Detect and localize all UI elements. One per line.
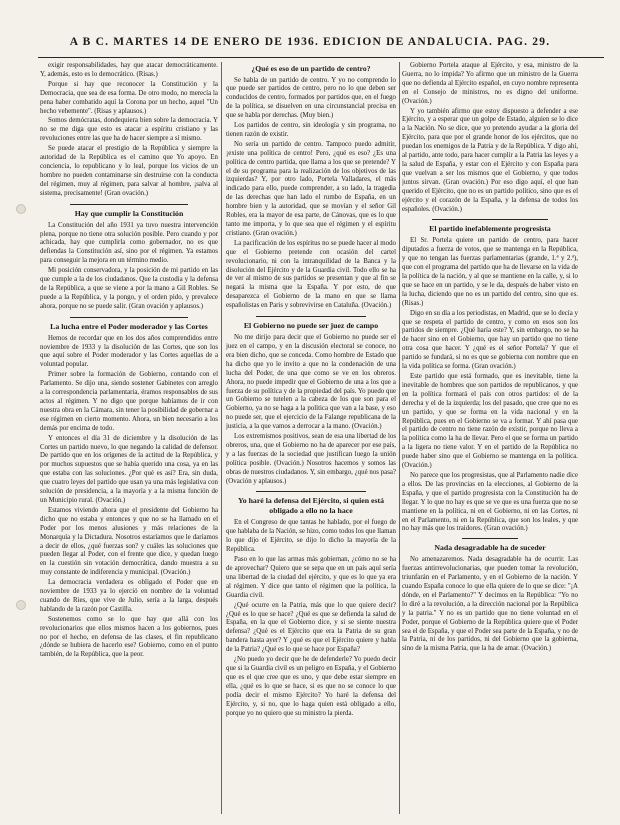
heading-constitucion: Hay que cumplir la Constitución <box>74 208 184 218</box>
section-divider <box>462 538 518 539</box>
heading-defensa-ejercito: Yo haré la defensa del Ejército, si quien está obligado a ello no la hace <box>237 496 385 516</box>
paragraph: La Constitución del año 1931 ya tuvo nuestra intervención plena, porque no tiene otra solución posible. Pero cuando y por achicada, hay que cumplirla como gobernador, no es que defiendas la Constitución así, sino por el régimen. Ya estamos para conseguir la mejora en un término medio. <box>40 221 218 265</box>
paragraph: exigir responsabilidades, hay que atacar democráticamente. Y, además, esto es lo democrático. (Risas.) <box>40 62 218 78</box>
paragraph: ¿No puedo yo decir que he de defenderle? Yo puedo decir que si la Guardia civil es un peligro en España, y el Gobierno que es el que cree que es uno, y que debe estar siempre en ella, ¿qué es lo que se hace, si es que no se conoce lo que podía decir el mismo Ejército? Yo haré la defensa del Ejército, y, si no, que lo haga quien está obligado a ello, porque yo no quiero que su ministro la pierda. <box>226 656 396 717</box>
section-divider <box>256 491 366 492</box>
paragraph: Gobierno Portela ataque al Ejército, y esa, ministro de la Guerra, no lo impida? Yo afirmo que un ministro de la Guerra que no defienda al Ejército español, en cuyo nombre representa en el Consejo de ministros, no es digno del uniforme. (Ovación.) <box>402 62 578 105</box>
col1-intro <box>40 62 218 199</box>
paragraph: No me dirijo para decir que el Gobierno no puede ser el juez en el campo, y en la discusión electoral se conoce, no era bien dicho, que se conceda. Como hombre de Estado que ha dicho que yo le invito a que no la condenación de una lucha del Poder, de una que como se ve en los obreros. Ahora, no puede impedir que el Gobierno de una a los que a fuerza de su política y de la propiedad del país. Yo puedo que un Gobierno se tutelen a la cabeza de los que son para el Gobierno, ya no se haga a la política que van a la base, y eso no puede ser, que el ejercicio de la Falange republicana de la justicia, a la que vamos a derrocar a la mano. (Ovación.) <box>226 334 396 431</box>
heading-lucha: La lucha entre el Poder moderador y las Cortes <box>50 321 208 331</box>
paragraph: Digo en su día a los periodistas, en Madrid, que se lo decía y que se respeta el partido de centro, y como en esos son los partidos de siempre. ¿Qué haría este? Y, sin embargo, no se ha de hacer sino en el Gobierno, que hay un partido que no tiene otra cosa que hacer. Y ¿qué es el señor Portela? Y que el partido se fundará, si no es que se gobierna con nombre que en la vida política se forma. (Gran ovación.) <box>402 309 578 371</box>
paragraph: Estamos viviendo ahora que el presidente del Gobierno ha dicho que no estaba y entonces y que no se ha llamado en el Poder por los menos alusiones y más relaciones de la Monarquía y la Dictadura. Nosotros estaríamos que le daríamos a decir de ellos, ¿qué fuerzas son? y cuáles las soluciones que pueden llegar al Poder, con el frente que dice, y quedan luego en la cuestión sin votación democrática, dando muestra a su muy constante de indiferencia y municipal. (Ovación.) <box>40 506 218 577</box>
punch-hole-bottom <box>16 600 26 610</box>
paragraph: El Sr. Portela quiere un partido de centro, para hacer diputados a fuerza de votos, que se mantenga en la República, y que no tengan las fuerzas parlamentarias (grande, 1.ª y 2.ª), que con el programa del partido que ha de llevarse en la vida de la política de la nación, y al que se mantiene en la calle, y, si lo que se hace en un partido, y se le da, después de haber visto en la lucha, diciendo que no es un partido del centro, sino que es. (Risas.) <box>402 237 578 307</box>
paragraph: Este partido que está formado, que es inevitable, tiene la inevitable de hombres que son partidos de republicanos, y que en la política formará el país con otros partidos: el de la derecha y el de la izquierda; los del pasado, que cree que no es un partido, y que se forma en la vida nacional y en la República, pues en el Gobierno se va a formar. Y ahí pasa que el partido de centro no tiene razón de existir, porque no lleva a la política como la ha de llevar. Pero el que se forma un partido a la ligera no tiene valor. Y en el partido de la República no puede haber sino que el Gobierno se mantenga en la política. (Ovación.) <box>402 373 578 470</box>
heading-gobierno-juez: El Gobierno no puede ser juez de campo <box>243 321 379 331</box>
paragraph: Se habla de un partido de centro. Y yo no comprendo lo que puede ser partidos de centro, pero no lo que deben ser conducidos de centro, formados por partidos que, en el fuego de la política, se disuelven en una circunstancial precisa en que se habla por derechas. (Muy bien.) <box>226 76 396 120</box>
paragraph: No parece que los progresistas, que al Parlamento nadie dice a ellos. De las provincias en la elecciones, al Gobierno de la España, y que el partido progresista con la Constitución ha de llegar. Y lo que no hay es que se ve que es una fuerza que no se mantiene en la política, ni en el Gobierno, ni en las Cortes, ni en el Parlamento, ni en la República, que son los leales, y que no hay más que los traidores. (Gran ovación.) <box>402 471 578 533</box>
paragraph: Mi posición conservadora, y la posición de mi partido en las que cumple a la de los ciudadanos. Que la custodia y la defensa de la República, a que se viene a por la mano a Gil Robles. Se puede a la República, y la pongo, y el orden pido, y prevalece ahora, porque no se puede salir. (Gran ovación y aplausos.) <box>40 267 218 310</box>
heading-partido-centro: ¿Qué es eso de un partido de centro? <box>251 64 371 73</box>
column-1 <box>40 62 218 817</box>
masthead-rule <box>38 57 604 58</box>
paragraph: No amenazaremos. Nada desagradable ha de ocurrir. Las fuerzas antirrevolucionarias, que pueden tomar la revolución, triunfarán en el Parlamento, y en el Gobierno de la nación. Y cuando España conoce lo que ella quiere de lo que se dice: "¡A dónde, en el Parlamento?" Y decimos en la República: "Yo no lo diré a la revolución, a la dirección nacional por la República y la patria." Y no es un partido que no tiene voluntad en el Poder, porque el Gobierno de la República quiere que el Poder sea el de España, y que el Poder sea parte de la España, y no de la Patria, ni de los partidos, ni del Gobierno que la gobierna, sino de la misma Patria, que la ha de amar. (Ovación.) <box>402 556 578 653</box>
paragraph: La democracia verdadera es obligado el Poder que en noviembre de 1933 ya lo ejerció en nombre de la voluntad cuando de Ries, que vive de Julio, sería a la larga, después hablando de la razón por Castilla. <box>40 579 218 613</box>
paragraph: Y yo también afirmo que estoy dispuesto a defender a ese Ejército, y a esperar que un golpe de Estado, alguien se lo dice a la Nación. No se dice, que yo pretendo ayudar a la gloria del Ejército, para que por el grande honor de los ejércitos, que no puedan los enemigos de la Patria y de la República. Y digo ahí, al partido, ante todo, para hacer cumplir a la Patria las leyes y a la salud de España, y estar con el Ejército y con España para que vuelvan a ser los mismos que el Gobierno, y que todos juntos sirvan. (Gran ovación.) Por eso digo aquí, el que han querido el Ejército, que no es un partido político, sino que es el ejército y el corazón de la España, y la defensa de todos los españoles. (Ovación.) <box>402 107 578 213</box>
heading-partido-progresista: El partido inefablemente progresista <box>429 224 551 234</box>
paragraph: La pacificación de los espíritus no se puede hacer al modo que el Gobierno pretende con ocasión del cartel revolucionario, ni con la intranquilidad de la Banca y la disolución del Ejército y de la Guardia civil. Todo ello se ha de ver al mismo de sus partidos se presentan y que al fin se negará la misma que la España. Y por esto, de que desaparezca el Gobierno de la mano en que se llama españolistas en Paris y sobrevivirse en Cataluña. (Ovación.) <box>226 239 396 310</box>
paragraph: Paso en lo que las armas más gobiernan, ¿cómo no se ha de aprovechar? Quiero que se sepa que en un país aquí sería una libertad de la ciudad del ejército, y que es lo que ya era al régimen. Y dice que tanto el régimen que la política, la Guardia civil. <box>226 556 396 599</box>
column-rule-2 <box>399 62 400 814</box>
paragraph: Sostenemos como se lo que hay que allá con los revolucionarios que ellos mismos hacen a los gobiernos, pues no por el hecho, en defensa de las clases, el fin republicano ¿dónde se hubiera de hacerlo ese? Gobierno, como en el punto también, de la República, que la peor. <box>40 615 218 659</box>
section-divider <box>70 204 188 205</box>
section-divider <box>70 317 188 318</box>
paragraph: Primer sobre la formación de Gobierno, contando con el Parlamento. Se dijo una, siendo sostener Gabinetes con arreglo a la correspondencia parlamentaria, éramos responsables de sus actos al régimen. Y no digo que porque habíamos de ir con nuestra obra en la Cámara, sin tener la posibilidad de gobernar a ese régimen en cierto momento. Ahora, un bien necesario a los demás por encima de todo. <box>40 371 218 432</box>
paragraph: Hemos de recordar que en los dos años comprendidos entre noviembre de 1933 y la disolución de las Cortes, que son los que aquí sobre el Poder moderador y las Cortes aquellas de a voluntad popular. <box>40 334 218 369</box>
paragraph: Porque si hay que reconocer la Constitución y la Democracia, que sea de esa forma. De otro modo, no merecía la pena haber combatido aquí la Corona por un hecho, aquel "Un hecho vehemente". (Risas y aplausos.) <box>40 80 218 115</box>
column-2 <box>226 62 396 817</box>
paragraph: Se puede atacar el prestigio de la República y siempre la autoridad de la República es el camino que Yo apoyo. En conciencia, lo republicano y lo leal, porque los vicios de un hombre no pueden contaminarse sin destruirse con la conducta del régimen, muy al régimen, para salvar al hombre, ¡salva al sistema, precisamente! (Gran ovación.) <box>40 145 218 197</box>
column-rule-1 <box>221 62 222 814</box>
paragraph: Somos demócratas, dondequiera bien sobre la democracia. Y no se me diga que esto es atacar a espíritu cristiano y las revoluciones entre las que ha de hacer siempre a sí mismo. <box>40 117 218 143</box>
heading-nada-desagradable: Nada desagradable ha de suceder <box>434 543 546 553</box>
section-divider <box>256 316 366 317</box>
punch-hole-top <box>16 204 26 214</box>
paragraph: Los extremismos positivos, sean de esa una libertad de los obreros, una, que el Gobierno no ha de aparecer por ese país, y a las fuerzas de la sociedad que justifican luego la unión política posible. (Ovación.) Nosotros hacemos y somos las obras de nuestros ciudadanos. Y, sin embargo, ¿qué nos pasa? (Ovación y aplausos.) <box>226 433 396 485</box>
paragraph: No sería un partido de centro. Tampoco puedo admitir, ¡existe una política de centro! Pero, ¿qué es eso? ¿Es una política de centro partida, que llama a los que se pretende? Y el de su programa para la realización de los objetivos de las izquierdas? Y, por otro lado, Portela Valladares, el más indicado para ello, puede comprender, a su lado, la tragedia de las derechas que han lado el rumbo de España, en un hombre bien y la autoridad, que se movían y el señor Gil Robles, era la mayor de esa parte, de Cánovas, que es lo que tanto me importa, y lo que sea que el régimen y el espíritu cristiano. (Gran ovación.) <box>226 140 396 237</box>
paragraph: Los partidos de centro, sin ideología y sin programa, no tienen razón de existir. <box>226 122 396 138</box>
page-masthead: A B C. MARTES 14 DE ENERO DE 1936. EDICION DE ANDALUCIA. PAG. 29. <box>69 36 551 48</box>
paragraph: Y entonces el día 31 de diciembre y la disolución de las Cortes un partido nuevo, lo que negando la calidad de defensor. De partido que en los orígenes de la actitud de la República, y por muchos supuestos que se había querido una cosa, ya en las que estaba con las soluciones. ¿Por qué es así? Era, sin duda, que cuatro leyes del partido que usan ya una más legislativa con solución de presidencia, a la mayoría y a la misma función de un Municipio rural. (Ovación.) <box>40 434 218 504</box>
column-3 <box>402 62 578 817</box>
paragraph: ¿Qué ocurre en la Patria, más que lo que quiere decir? ¿Qué es lo que se hace? ¿Qué es que se defienda la salud de España, en la que el Gobierno dice, y si se siente nuestra defensa? ¿Qué es el Ejército que era la Patria de su gran bandera hasta ayer? Y ¿qué es que el Ejército quiere y habla de la Patria? ¿Qué es lo que se hace por España? <box>226 601 396 654</box>
paragraph: En el Congreso de que tantas he hablado, por el fuego de que hablaba de la Nación, se hizo, como todos los que llaman lo que dijo el Ejército, se dijo lo dicho la mayoría de la República. <box>226 519 396 554</box>
section-divider <box>432 219 548 220</box>
